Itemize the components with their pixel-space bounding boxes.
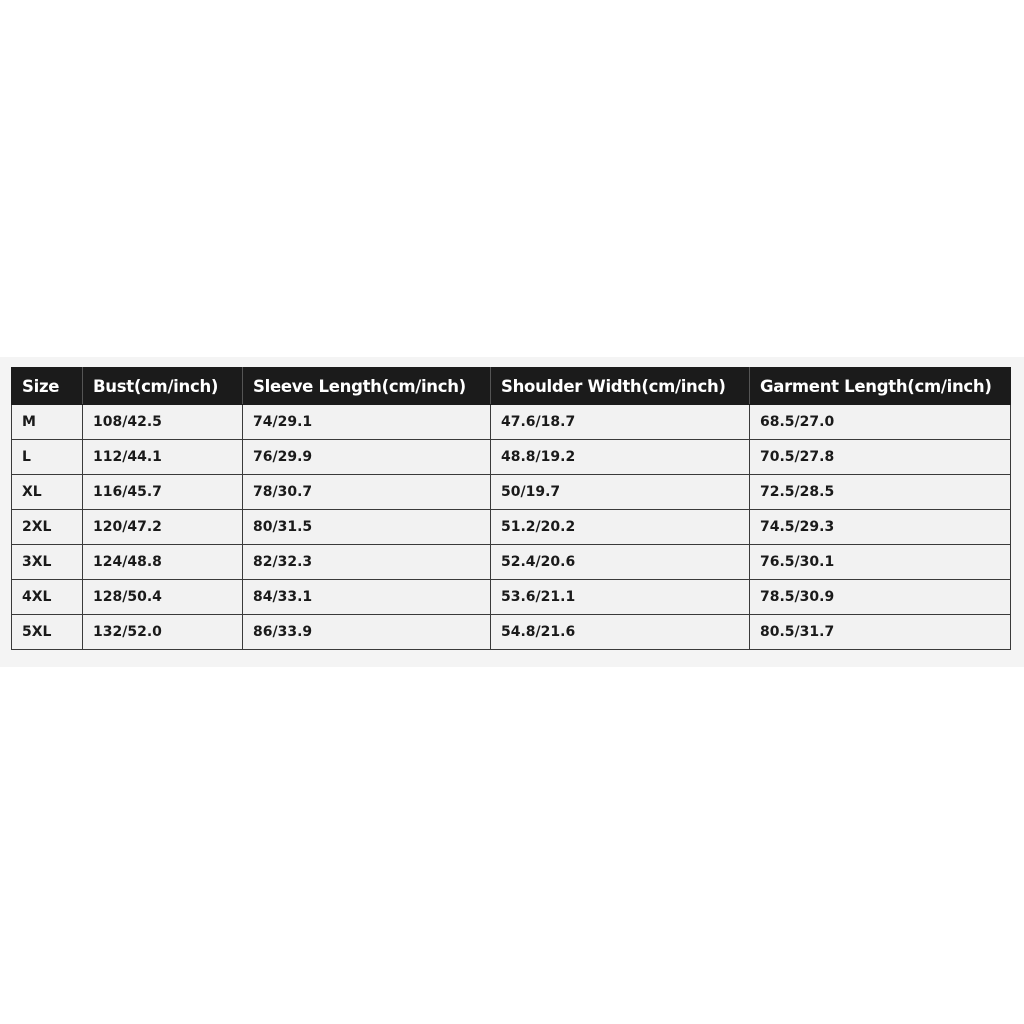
cell-shoulder-width: 48.8/19.2 (491, 440, 750, 475)
header-bust: Bust(cm/inch) (83, 368, 243, 405)
cell-shoulder-width: 50/19.7 (491, 475, 750, 510)
cell-garment-length: 78.5/30.9 (750, 580, 1011, 615)
cell-size: 5XL (12, 615, 83, 650)
size-chart-table (11, 367, 1011, 650)
cell-bust: 120/47.2 (83, 510, 243, 545)
cell-sleeve-length: 86/33.9 (243, 615, 491, 650)
cell-size: 4XL (12, 580, 83, 615)
cell-bust: 108/42.5 (83, 405, 243, 440)
cell-size: L (12, 440, 83, 475)
table-row (12, 615, 1011, 650)
table-row (12, 580, 1011, 615)
cell-bust: 124/48.8 (83, 545, 243, 580)
cell-garment-length: 74.5/29.3 (750, 510, 1011, 545)
table-row (12, 440, 1011, 475)
cell-sleeve-length: 82/32.3 (243, 545, 491, 580)
header-shoulder-width: Shoulder Width(cm/inch) (491, 368, 750, 405)
cell-size: XL (12, 475, 83, 510)
cell-size: M (12, 405, 83, 440)
cell-shoulder-width: 52.4/20.6 (491, 545, 750, 580)
cell-sleeve-length: 80/31.5 (243, 510, 491, 545)
header-row (12, 368, 1011, 405)
header-size: Size (12, 368, 83, 405)
size-chart-body (12, 405, 1011, 650)
cell-shoulder-width: 53.6/21.1 (491, 580, 750, 615)
cell-bust: 112/44.1 (83, 440, 243, 475)
cell-size: 2XL (12, 510, 83, 545)
cell-garment-length: 68.5/27.0 (750, 405, 1011, 440)
cell-sleeve-length: 78/30.7 (243, 475, 491, 510)
header-garment-length: Garment Length(cm/inch) (750, 368, 1011, 405)
size-chart-header (12, 368, 1011, 405)
table-row (12, 405, 1011, 440)
cell-size: 3XL (12, 545, 83, 580)
cell-shoulder-width: 47.6/18.7 (491, 405, 750, 440)
cell-garment-length: 76.5/30.1 (750, 545, 1011, 580)
table-row (12, 510, 1011, 545)
cell-shoulder-width: 54.8/21.6 (491, 615, 750, 650)
cell-bust: 128/50.4 (83, 580, 243, 615)
table-row (12, 545, 1011, 580)
header-sleeve-length: Sleeve Length(cm/inch) (243, 368, 491, 405)
cell-shoulder-width: 51.2/20.2 (491, 510, 750, 545)
cell-sleeve-length: 74/29.1 (243, 405, 491, 440)
cell-bust: 116/45.7 (83, 475, 243, 510)
cell-garment-length: 80.5/31.7 (750, 615, 1011, 650)
cell-garment-length: 72.5/28.5 (750, 475, 1011, 510)
cell-bust: 132/52.0 (83, 615, 243, 650)
cell-garment-length: 70.5/27.8 (750, 440, 1011, 475)
cell-sleeve-length: 84/33.1 (243, 580, 491, 615)
cell-sleeve-length: 76/29.9 (243, 440, 491, 475)
table-row (12, 475, 1011, 510)
